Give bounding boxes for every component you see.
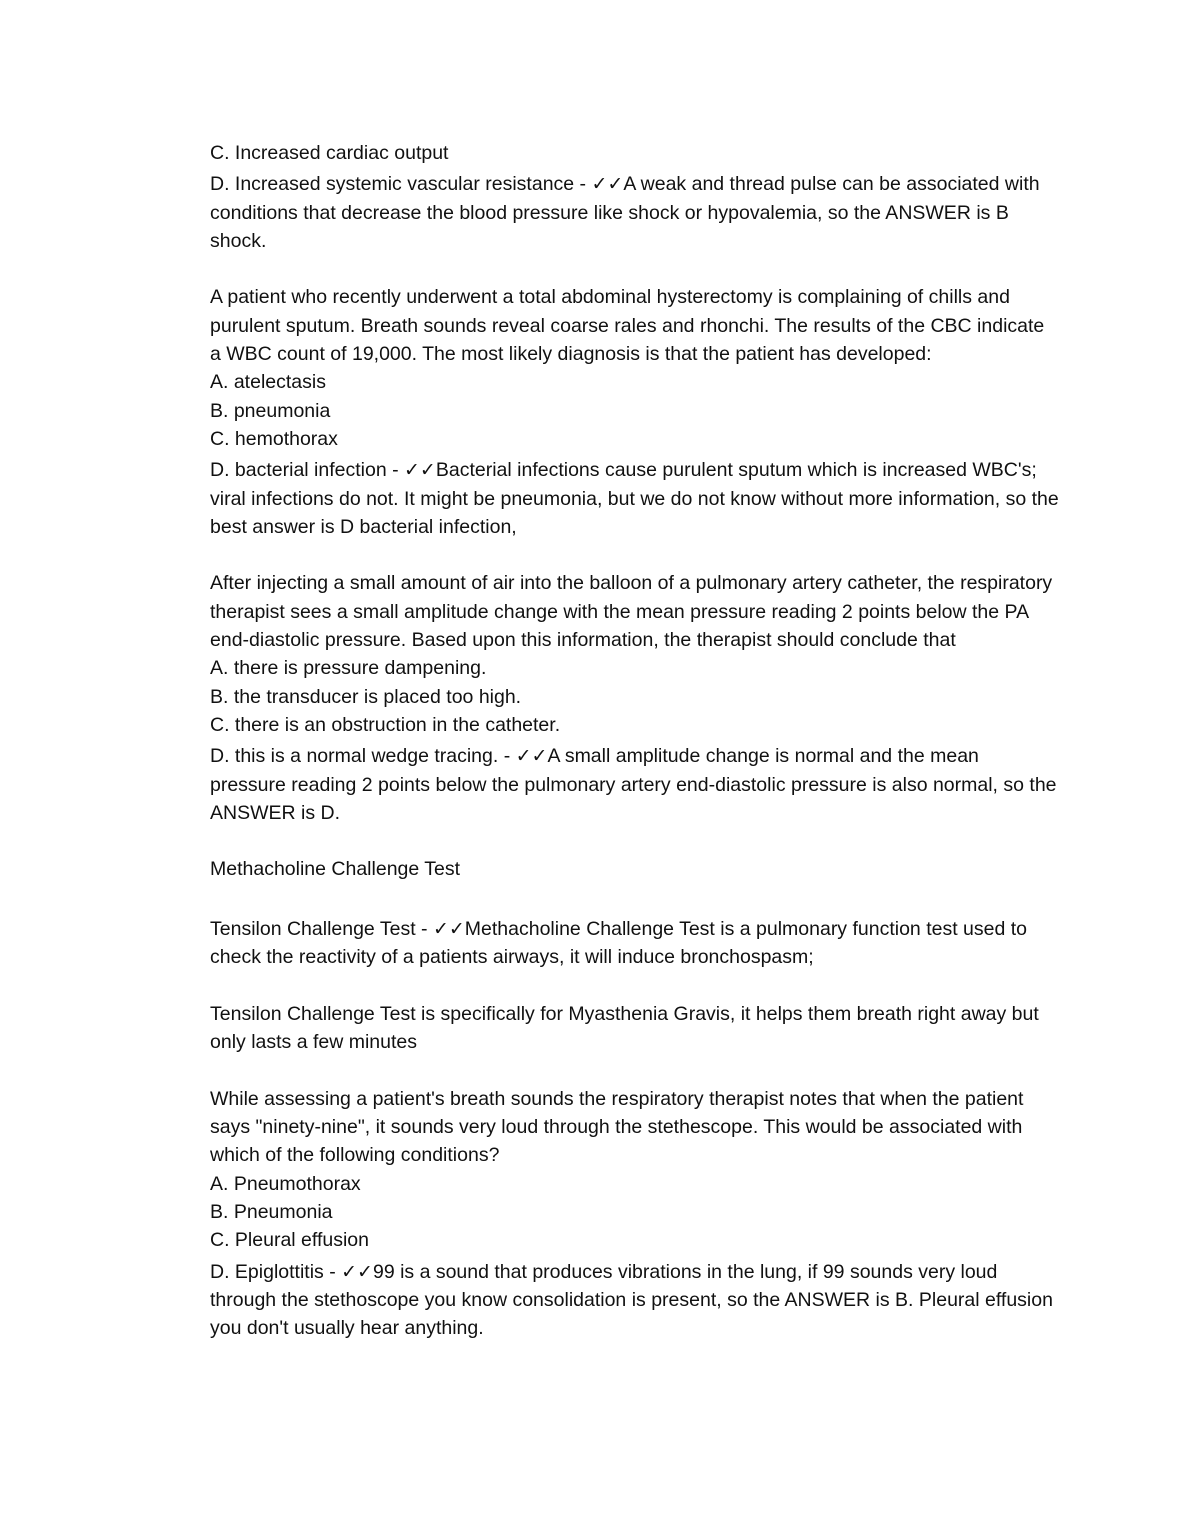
answer-line xyxy=(210,1258,1060,1343)
answer-prefix: D. Increased systemic vascular resistance - xyxy=(210,173,592,196)
answer-explanation: 99 is a sound that produces vibrations in the lung, if 99 sounds very loud through the stethoscope you know consolidation is present, so the ANSWER is B. Pleural effusion you don't usually hear anything. xyxy=(210,1260,1053,1340)
option-a: A. atelectasis xyxy=(210,371,326,394)
answer-line xyxy=(210,915,1060,972)
answer-prefix: Tensilon Challenge Test - xyxy=(210,918,433,941)
answer-prefix: D. bacterial infection - xyxy=(210,459,405,482)
double-check-icon: ✓✓ xyxy=(432,918,465,941)
spacer xyxy=(210,972,1060,1000)
double-check-icon: ✓✓ xyxy=(515,745,548,768)
answer-explanation: A small amplitude change is normal and the mean pressure reading 2 points below the pulmonary artery end-diastolic pressure is also normal, so the ANSWER is D. xyxy=(210,745,1057,824)
answer-explanation-continued: Tensilon Challenge Test is specifically for Myasthenia Gravis, it helps them breath right away but only lasts a few minutes xyxy=(210,1002,1039,1054)
spacer xyxy=(210,1057,1060,1085)
option-a: A. there is pressure dampening. xyxy=(210,657,487,680)
option-b: B. the transducer is placed too high. xyxy=(210,685,522,708)
option-c: C. Increased cardiac output xyxy=(210,142,449,164)
answer-prefix: D. Epiglottitis - xyxy=(210,1260,342,1283)
spacer xyxy=(210,255,1060,283)
question-text: A patient who recently underwent a total abdominal hysterectomy is complaining of chills and purulent sputum. Breath sounds reveal coarse rales and rhonchi. The results of the CBC indicate a WBC count of 19,000. The most likely diagnosis is that the patient has developed: xyxy=(210,286,1045,366)
answer-line xyxy=(210,170,1060,255)
option-b: B. Pneumonia xyxy=(210,1200,333,1223)
option-b: B. pneumonia xyxy=(210,399,331,422)
document-body xyxy=(210,139,1060,1342)
answer-line xyxy=(210,456,1060,541)
question-text: Methacholine Challenge Test xyxy=(210,858,461,881)
answer-explanation: Bacterial infections cause purulent sputum which is increased WBC's; viral infections do not. It might be pneumonia, but we do not know without more information, so the best answer is D bacterial infection, xyxy=(210,459,1059,538)
option-c: C. hemothorax xyxy=(210,427,338,450)
double-check-icon: ✓✓ xyxy=(404,459,436,482)
question-text: While assessing a patient's breath sounds the respiratory therapist notes that when the patient says "ninety-nine", it sounds very loud through the stethescope. This would be associated with which of the following conditions? xyxy=(210,1087,1024,1167)
spacer xyxy=(210,827,1060,855)
double-check-icon: ✓✓ xyxy=(341,1260,373,1283)
spacer xyxy=(210,541,1060,569)
answer-line xyxy=(210,742,1060,827)
spacer xyxy=(210,884,1060,912)
answer-explanation: Methacholine Challenge Test is a pulmonary function test used to check the reactivity of a patients airways, it will induce bronchospasm; xyxy=(210,918,1028,969)
option-a: A. Pneumothorax xyxy=(210,1172,361,1195)
double-check-icon: ✓✓ xyxy=(591,173,624,196)
option-c: C. there is an obstruction in the catheter. xyxy=(210,713,561,736)
answer-explanation: A weak and thread pulse can be associated with conditions that decrease the blood pressure like shock or hypovalemia, so the ANSWER is B shock. xyxy=(210,173,1040,252)
option-c: C. Pleural effusion xyxy=(210,1229,369,1252)
answer-prefix: D. this is a normal wedge tracing. - xyxy=(210,745,516,768)
question-text: After injecting a small amount of air into the balloon of a pulmonary artery catheter, the respiratory therapist sees a small amplitude change with the mean pressure reading 2 points below the PA end-diastolic pressure. Based upon this information, the therapist should conclude that xyxy=(210,572,1053,652)
